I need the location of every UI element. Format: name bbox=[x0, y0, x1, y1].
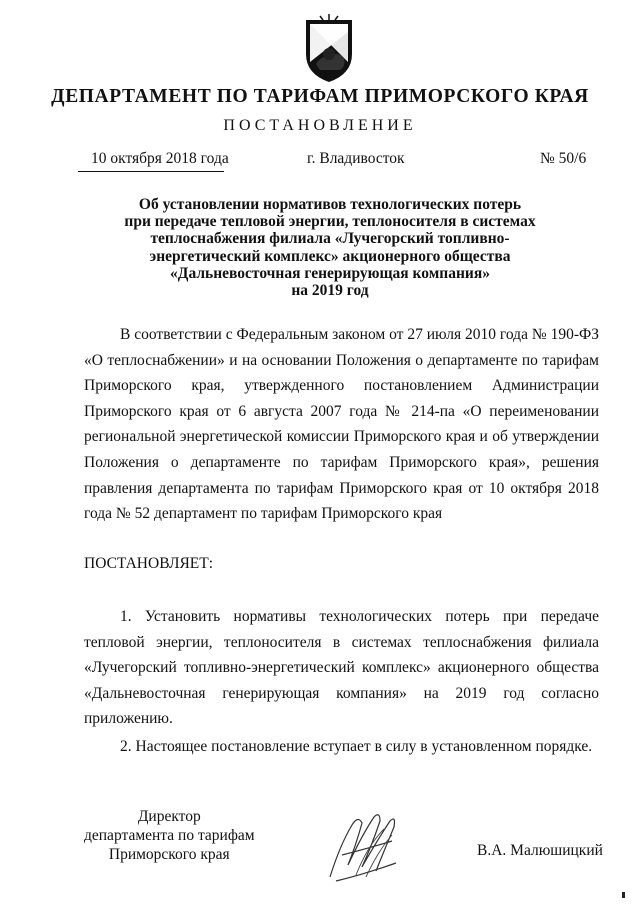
document-city: г. Владивосток bbox=[307, 150, 405, 167]
subject-line: при передаче тепловой энергии, теплоносителя в системах bbox=[124, 213, 536, 231]
signatory-name: В.А. Малюшицкий bbox=[477, 842, 603, 859]
handwritten-signature-icon bbox=[322, 805, 404, 885]
item-1-paragraph: 1. Установить нормативы технологических потерь при передаче тепловой энергии, теплоносителя в системах теплоснабжения филиала «Лучегорский топливно-энергетический комплекс» акционерного общества «Дальневосточная генерирующая компания» на 2019 год согласно приложению. bbox=[84, 608, 599, 728]
page-mark bbox=[622, 892, 625, 898]
position-line: Приморского края bbox=[108, 846, 230, 863]
subject-line: Об установлении нормативов технологических потерь bbox=[138, 196, 522, 213]
document-type: ПОСТАНОВЛЕНИЕ bbox=[223, 117, 417, 134]
date-underline bbox=[78, 171, 224, 172]
document-date: 10 октября 2018 года bbox=[91, 150, 229, 167]
subject-line: на 2019 год bbox=[291, 282, 369, 300]
resolves-heading: ПОСТАНОВЛЯЕТ: bbox=[84, 555, 214, 572]
preamble-paragraph: В соответствии с Федеральным законом от 27 июля 2010 года № 190-ФЗ «О теплоснабжении» и на основании Положения о департаменте по тарифам Приморского края, утвержденного постановлением Администрации Приморского края от 6 августа 2007 года № 214-па «О переименовании региональной энергетической комиссии Приморского края и об утверждении Положения о департаменте по тарифам Приморского края», решения правления департамента по тарифам Приморского края от 10 октября 2018 года № 52 департамент по тарифам Приморского края bbox=[84, 326, 599, 523]
subject-line: энергетический комплекс» акционерного общества bbox=[149, 247, 511, 265]
signatory-position bbox=[84, 807, 255, 864]
item-2-paragraph: 2. Настоящее постановление вступает в силу в установленном порядке. bbox=[120, 738, 593, 755]
position-line: департамента по тарифам bbox=[84, 827, 255, 844]
subject-line: «Дальневосточная генерирующая компания» bbox=[170, 264, 490, 282]
coat-of-arms-icon bbox=[300, 14, 358, 86]
document-subject bbox=[100, 196, 560, 299]
document-number: № 50/6 bbox=[540, 150, 587, 167]
department-title: ДЕПАРТАМЕНТ ПО ТАРИФАМ ПРИМОРСКОГО КРАЯ bbox=[51, 86, 589, 107]
subject-line: теплоснабжения филиала «Лучегорский топливно- bbox=[150, 230, 510, 248]
position-line: Директор bbox=[137, 808, 201, 825]
